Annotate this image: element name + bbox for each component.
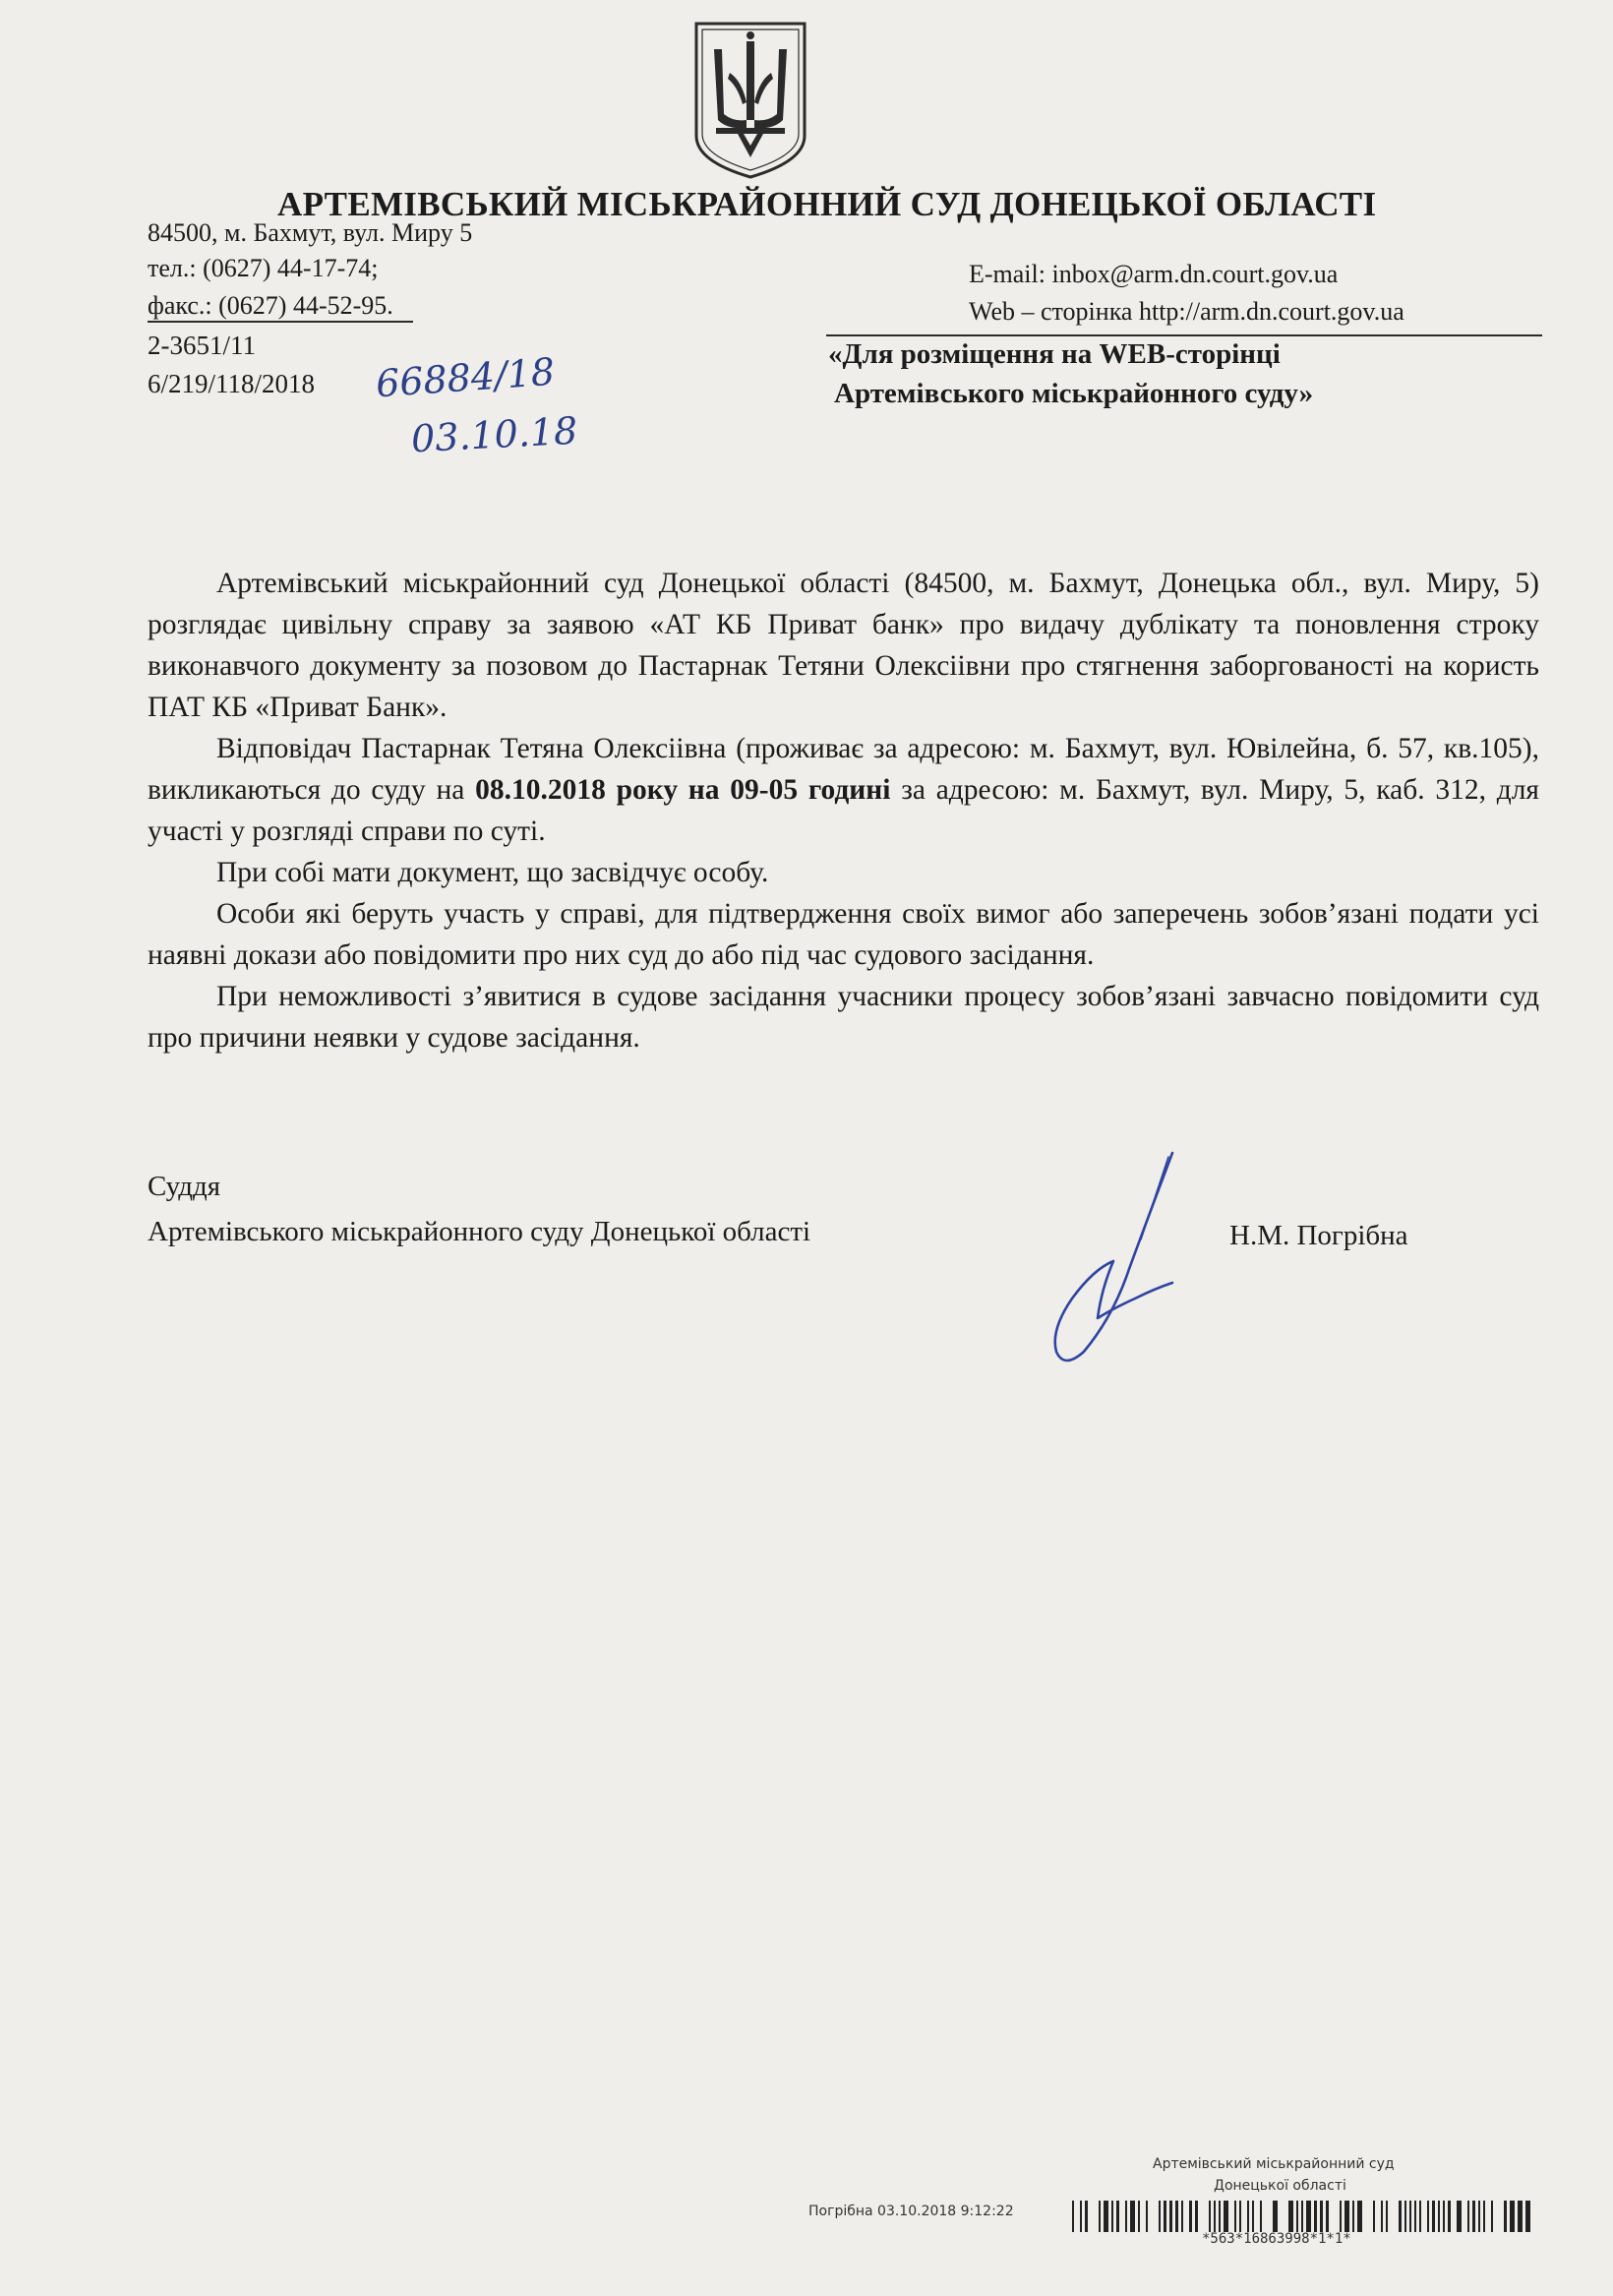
barcode-bar — [1296, 2201, 1298, 2232]
stamp-court-line2: Донецької області — [1214, 2178, 1346, 2194]
barcode-bar — [1189, 2201, 1192, 2232]
barcode-bar — [1386, 2201, 1388, 2232]
barcode-bar — [1478, 2201, 1480, 2232]
barcode-caption: *563*16863998*1*1* — [1202, 2231, 1351, 2247]
court-email: E-mail: inbox@arm.dn.court.gov.ua — [969, 260, 1339, 288]
barcode-bar — [1214, 2201, 1216, 2232]
barcode-bar — [1239, 2201, 1241, 2232]
notice-body — [148, 563, 1539, 1058]
paragraph-evidence: Особи які беруть участь у справі, для підтвердження своїх вимог або заперечень зобов’язані подати усі наявні докази або повідомити про них суд до або під час судового засідання. — [148, 898, 1539, 971]
header-rule-right — [826, 334, 1542, 336]
barcode-bar — [1224, 2201, 1228, 2232]
barcode-bar — [1260, 2201, 1262, 2232]
barcode-bar — [1234, 2201, 1236, 2232]
barcode-bar — [1195, 2201, 1198, 2232]
barcode-bar — [1491, 2201, 1493, 2232]
barcode-bar — [1125, 2201, 1127, 2232]
paragraph-id-document: При собі мати документ, що засвідчує особу. — [216, 857, 769, 888]
court-fax: факс.: (0627) 44-52-95. — [148, 291, 393, 320]
handwritten-signature — [1003, 1141, 1200, 1367]
paragraph-absence: При неможливості з’явитися в судове засідання учасники процесу зобов’язані завчасно повідомити суд про причини неявки у судове засідання. — [148, 981, 1539, 1054]
barcode-bar — [1219, 2201, 1221, 2232]
barcode-bar — [1104, 2201, 1108, 2232]
barcode-bar — [1404, 2201, 1406, 2232]
barcode-bar — [1340, 2201, 1342, 2232]
barcode-bar — [1467, 2201, 1469, 2232]
barcode-bar — [1438, 2201, 1440, 2232]
barcode-bar — [1510, 2201, 1515, 2232]
barcode-bar — [1169, 2201, 1172, 2232]
summons-address: за адресою: м. Бахмут, вул. Миру, 5, каб. 312, для участі у розгляді справи по суті. — [148, 774, 1539, 847]
web-notice-line2: Артемівського міськрайонного суду» — [834, 378, 1314, 409]
barcode-bar — [1448, 2201, 1451, 2232]
barcode-bar — [1409, 2201, 1411, 2232]
barcode-bar — [1159, 2201, 1161, 2232]
web-notice-line1: «Для розміщення на WEB-сторінці — [828, 338, 1281, 370]
barcode-bar — [1414, 2201, 1416, 2232]
barcode-bar — [1381, 2201, 1383, 2232]
hearing-datetime: 08.10.2018 року на 09-05 годині — [475, 774, 891, 806]
barcode-bar — [1320, 2201, 1323, 2232]
header-rule-left — [148, 321, 413, 323]
barcode-bar — [1247, 2201, 1249, 2232]
barcode-bar — [1099, 2201, 1101, 2232]
court-website: Web – сторінка http://arm.dn.court.gov.ua — [969, 297, 1404, 326]
barcode-bar — [1427, 2201, 1429, 2232]
court-name: АРТЕМІВСЬКИЙ МІСЬКРАЙОННИЙ СУД ДОНЕЦЬКОЇ ОБЛАСТІ — [277, 185, 1377, 223]
barcode-bar — [1288, 2201, 1293, 2232]
barcode-bar — [1344, 2201, 1349, 2232]
signer-title: Суддя — [148, 1171, 221, 1202]
barcode-bar — [1111, 2201, 1113, 2232]
barcode-bar — [1085, 2201, 1088, 2232]
barcode-bar — [1457, 2201, 1462, 2232]
barcode-bar — [1130, 2201, 1135, 2232]
barcode-bar — [1504, 2201, 1507, 2232]
barcode-bar — [1209, 2201, 1211, 2232]
barcode-bar — [1175, 2201, 1178, 2232]
handwritten-registration-date: 03.10.18 — [409, 408, 579, 461]
handwritten-registration-number: 66884/18 — [374, 349, 557, 406]
barcode-bar — [1326, 2201, 1329, 2232]
barcode-bar — [1164, 2201, 1166, 2232]
barcode-bar — [1138, 2201, 1140, 2232]
barcode-bar — [1306, 2201, 1311, 2232]
barcode-bar — [1399, 2201, 1402, 2232]
barcode-bar — [1080, 2201, 1082, 2232]
barcode-bar — [1373, 2201, 1375, 2232]
barcode-bar — [1301, 2201, 1303, 2232]
barcode-bar — [1273, 2201, 1278, 2232]
barcode-bar — [1314, 2201, 1317, 2232]
paragraph-case: Артемівський міськрайонний суд Донецької області (84500, м. Бахмут, Донецька обл., вул. Миру, 5) розглядає цивільну справу за заявою «АТ КБ Приват банк» про видачу дублікату та поновлення строку виконавчого документу за позовом до Пастарнак Тетяни Олексіівни про стягнення заборгованості на користь ПАТ КБ «Приват Банк». — [148, 568, 1539, 723]
summons-text: Відповідач Пастарнак Тетяна Олексіівна (проживає за адресою: м. Бахмут, вул. Ювілейна, б. 57, кв.105), викликаються до суду на — [148, 733, 1539, 806]
barcode-bar — [1252, 2201, 1254, 2232]
court-address: 84500, м. Бахмут, вул. Миру 5 — [148, 218, 473, 247]
barcode-bar — [1116, 2201, 1119, 2232]
barcode-bar — [1352, 2201, 1354, 2232]
barcode-icon — [1070, 2201, 1534, 2232]
stamp-signed-by: Погрібна 03.10.2018 9:12:22 — [808, 2204, 1014, 2219]
court-phone: тел.: (0627) 44-17-74; — [148, 254, 379, 282]
barcode-bar — [1181, 2201, 1183, 2232]
barcode-bar — [1472, 2201, 1475, 2232]
barcode-bar — [1146, 2201, 1148, 2232]
outgoing-number: 6/219/118/2018 — [148, 369, 316, 398]
barcode-bar — [1419, 2201, 1421, 2232]
barcode-bar — [1483, 2201, 1485, 2232]
barcode-bar — [1518, 2201, 1523, 2232]
barcode-bar — [1443, 2201, 1445, 2232]
stamp-court-line1: Артемівський міськрайонний суд — [1153, 2156, 1395, 2172]
barcode-bar — [1357, 2201, 1362, 2232]
signer-position: Артемівського міськрайонного суду Донецької області — [148, 1216, 811, 1247]
barcode-bar — [1072, 2201, 1074, 2232]
paragraph-summons — [148, 728, 1539, 852]
barcode-bar — [1525, 2201, 1530, 2232]
barcode-bar — [1432, 2201, 1435, 2232]
ukraine-trident-emblem-icon — [690, 18, 810, 181]
case-number: 2-3651/11 — [148, 331, 256, 360]
signer-name: Н.М. Погрібна — [1229, 1220, 1408, 1251]
